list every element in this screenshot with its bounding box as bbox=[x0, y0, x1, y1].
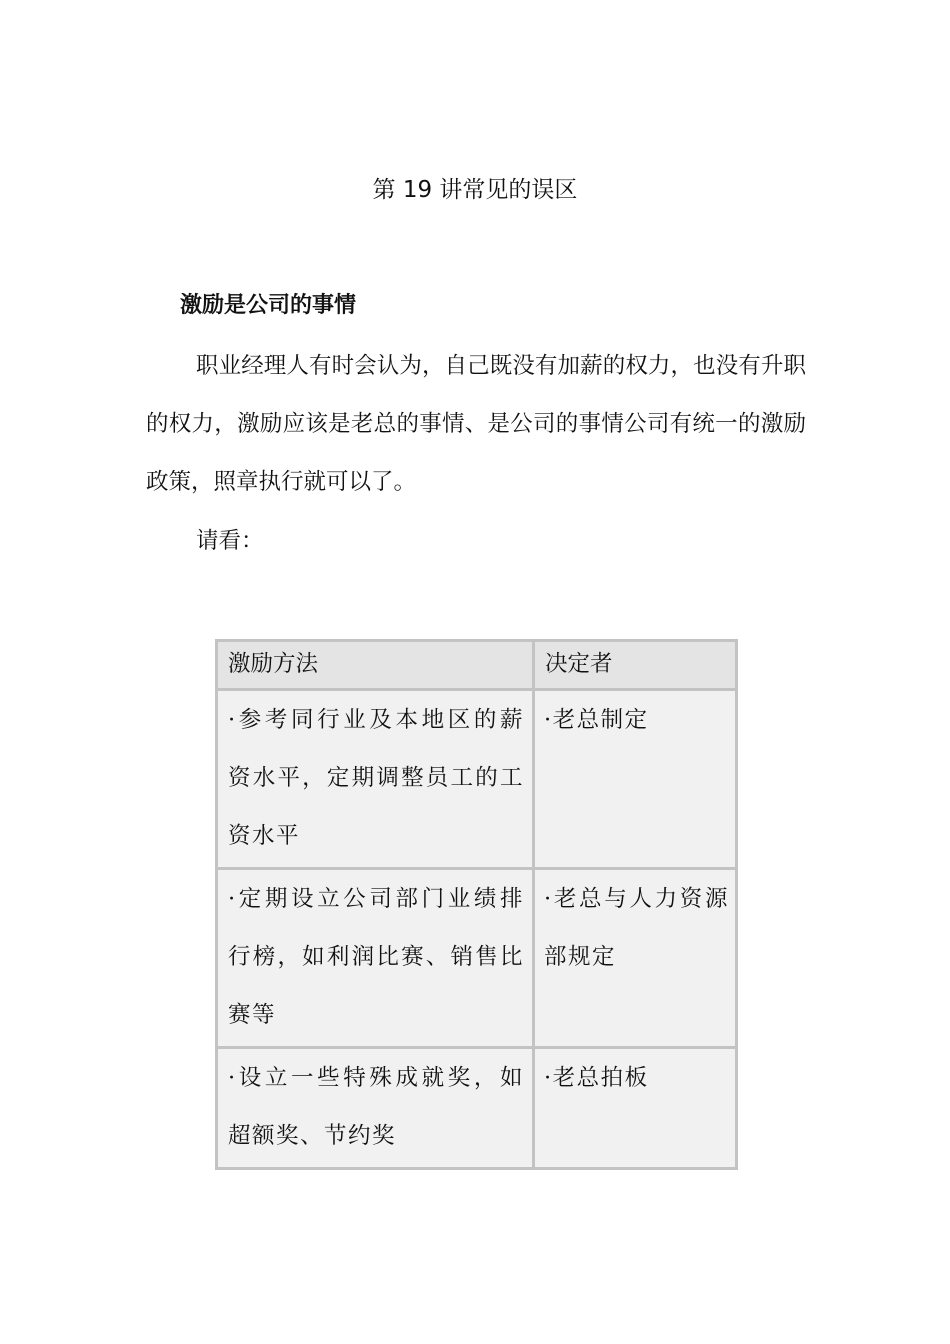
body-paragraph: 请看： bbox=[196, 528, 264, 554]
incentive-table-container bbox=[215, 639, 735, 1170]
table-cell-decider: ·老总制定 bbox=[534, 690, 737, 869]
table-cell-method: ·参考同行业及本地区的薪资水平，定期调整员工的工资水平 bbox=[217, 690, 534, 869]
body-paragraph: 职业经理人有时会认为，自己既没有加薪的权力，也没有升职的权力，激励应该是老总的事情、是公司的事情公司有统一的激励政策，照章执行就可以了。 bbox=[146, 353, 806, 495]
table-cell-decider: ·老总拍板 bbox=[534, 1048, 737, 1169]
table-cell-decider: ·老总与人力资源部规定 bbox=[534, 869, 737, 1048]
page-title: 第 19 讲常见的误区 bbox=[372, 177, 578, 203]
section-heading: 激励是公司的事情 bbox=[180, 293, 357, 318]
table-header-row bbox=[217, 641, 737, 690]
table-cell-method: ·设立一些特殊成就奖，如超额奖、节约奖 bbox=[217, 1048, 534, 1169]
table-row bbox=[217, 1048, 737, 1169]
table-row bbox=[217, 869, 737, 1048]
column-header-method: 激励方法 bbox=[217, 641, 534, 690]
table-row bbox=[217, 690, 737, 869]
incentive-table bbox=[215, 639, 738, 1170]
column-header-decider: 决定者 bbox=[534, 641, 737, 690]
table-cell-method: ·定期设立公司部门业绩排行榜，如利润比赛、销售比赛等 bbox=[217, 869, 534, 1048]
